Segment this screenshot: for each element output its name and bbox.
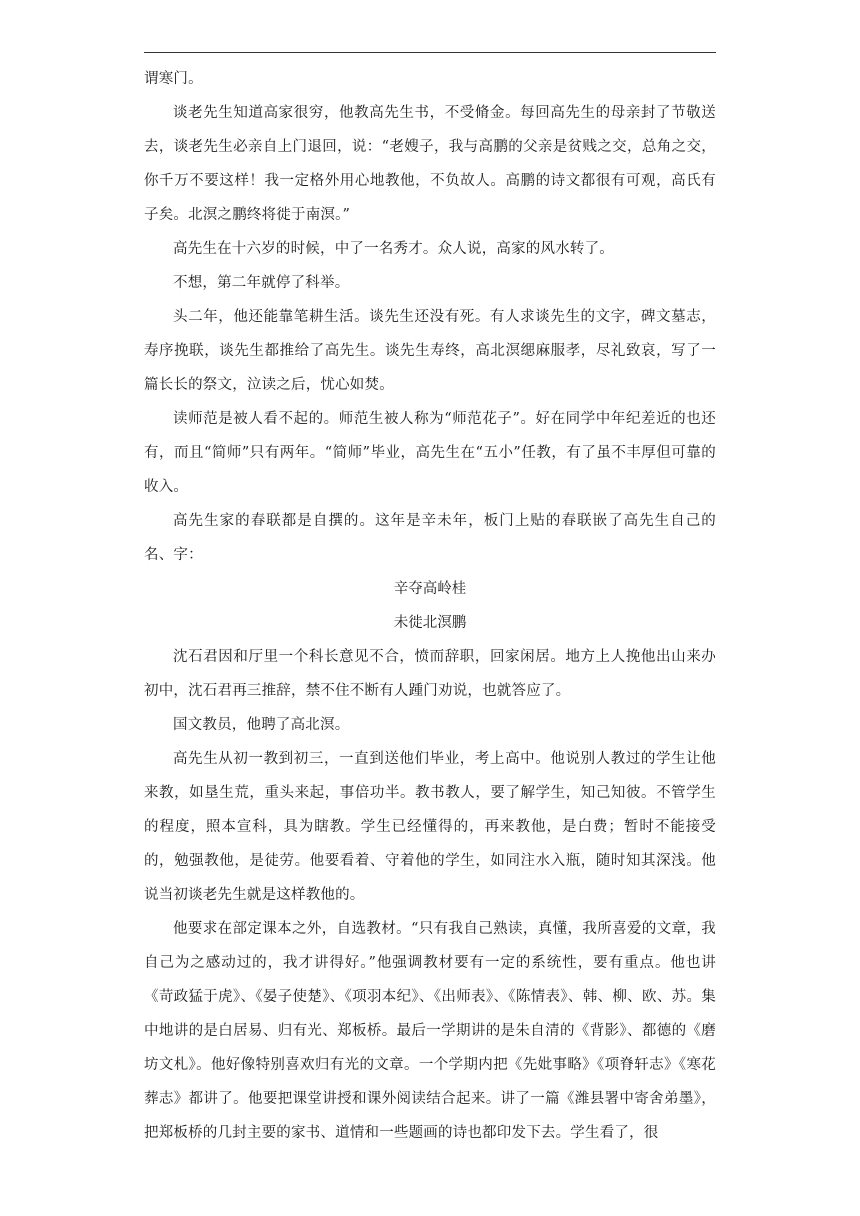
couplet-line-1: 辛夺高岭桂 [393,581,467,597]
paragraph: 沈石君因和厅里一个科长意见不合，愤而辞职，回家闲居。地方上人挽他出山来办初中，沈石君再三推辞，禁不住不断有人踵门劝说，也就答应了。 [144,649,716,699]
paragraph: 他要求在部定课本之外，自选教材。“只有我自己熟读，真懂，我所喜爱的文章，我自己为之感动过的，我才讲得好。”他强调教材要有一定的系统性，要有重点。他也讲《苛政猛于虎》、《晏子使楚》、《项羽本纪》、《出师表》、《陈情表》、韩、柳、欧、苏。集中地讲的是白居易、归有光、郑板桥。最后一学期讲的是朱自清的《背影》、都德的《磨坊文札》。他好像特别喜欢归有光的文章。一个学期内把《先妣事略》《项脊轩志》《寒花葬志》都讲了。他要把课堂讲授和课外阅读结合起来。讲了一篇《潍县署中寄舍弟墨》，把郑板桥的几封主要的家书、道情和一些题画的诗也都印发下去。学生看了，很 [144,921,716,1141]
paragraph: 头二年，他还能靠笔耕生活。谈先生还没有死。有人求谈先生的文字，碑文墓志，寿序挽联，谈先生都推给了高先生。谈先生寿终，高北溟缌麻服孝，尽礼致哀，写了一篇长长的祭文，泣读之后，忧心如焚。 [144,309,716,393]
paragraph: 国文教员，他聘了高北溟。 [173,717,350,733]
paragraph: 高先生家的春联都是自撰的。这年是辛未年，板门上贴的春联嵌了高先生自己的名、字： [144,513,716,563]
paragraph: 不想，第二年就停了科举。 [173,275,350,291]
header-rule [144,52,716,53]
paragraph: 读师范是被人看不起的。师范生被人称为“师范花子”。好在同学中年纪差近的也还有，而且“简师”只有两年。“简师”毕业，高先生在“五小”任教，有了虽不丰厚但可靠的收入。 [144,411,716,495]
paragraph: 谈老先生知道高家很穷，他教高先生书，不受脩金。每回高先生的母亲封了节敬送去，谈老先生必亲自上门退回，说：“老嫂子，我与高鹏的父亲是贫贱之交，总角之交，你千万不要这样！我一定格外用心地教他，不负故人。高鹏的诗文都很有可观，高氏有子矣。北溟之鹏终将徙于南溟。” [144,105,716,223]
document-body [144,62,716,1150]
paragraph: 高先生在十六岁的时候，中了一名秀才。众人说，高家的风水转了。 [173,241,614,257]
paragraph: 谓寒门。 [144,71,203,87]
paragraph: 高先生从初一教到初三，一直到送他们毕业，考上高中。他说别人教过的学生让他来教，如垦生荒，重头来起，事倍功半。教书教人，要了解学生，知己知彼。不管学生的程度，照本宣科，具为瞎教。学生已经懂得的，再来教他，是白费；暂时不能接受的，勉强教他，是徒劳。他要看着、守着他的学生，如同注水入瓶，随时知其深浅。他说当初谈老先生就是这样教他的。 [144,751,716,903]
couplet-line-2: 未徙北溟鹏 [393,615,467,631]
